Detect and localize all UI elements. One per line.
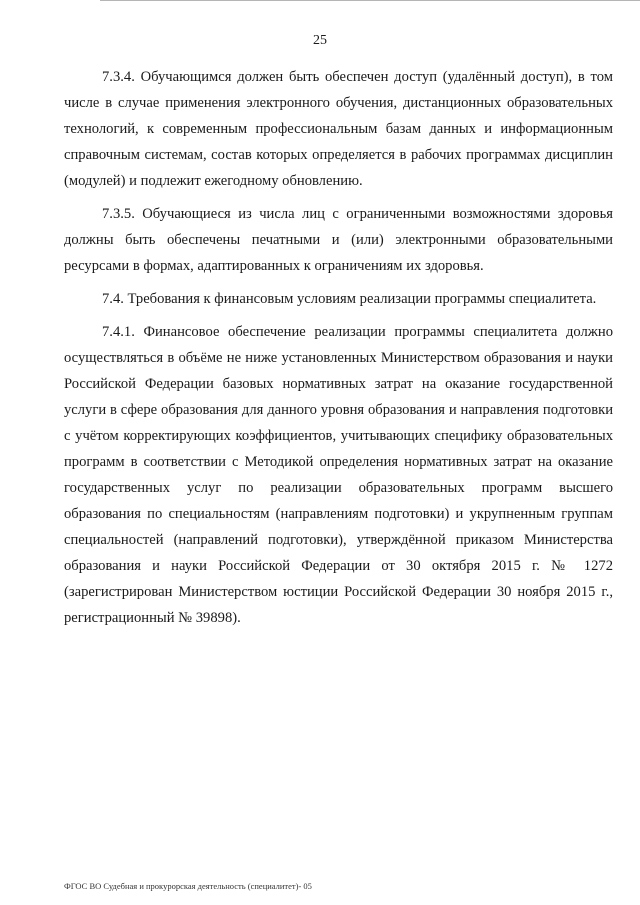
paragraph-7-4-1: 7.4.1. Финансовое обеспечение реализации программы специалитета должно осуществляться в объёме не ниже установленных Министерством образования и науки Российской Федерации базовых нормативных затрат на оказание государственной услуги в сфере образования для данного уровня образования и направления подготовки с учётом корректирующих коэффициентов, учитывающих специфику образовательных программ в соответствии с Методикой определения нормативных затрат на оказание государственных услуг по реализации образовательных программ высшего образования по специальностям (направлениям подготовки) и укрупненным группам специальностей (направлений подготовки), утверждённой приказом Министерства образования и науки Российской Федерации от 30 октября 2015 г. № 1272 (зарегистрирован Министерством юстиции Российской Федерации 30 ноября 2015 г., регистрационный № 39898). — [64, 324, 613, 626]
page-number: 25 — [313, 33, 327, 48]
document-body — [64, 64, 613, 631]
document-footer: ФГОС ВО Судебная и прокурорская деятельность (специалитет)- 05 — [64, 881, 312, 891]
section-heading-7-4: 7.4. Требования к финансовым условиям реализации программы специалитета. — [102, 291, 597, 307]
paragraph-7-3-5: 7.3.5. Обучающиеся из числа лиц с ограниченными возможностями здоровья должны быть обеспечены печатными и (или) электронными образовательными ресурсами в формах, адаптированных к ограничениям их здоровья. — [64, 206, 613, 274]
scan-top-edge — [100, 0, 640, 1]
paragraph-7-3-4: 7.3.4. Обучающимся должен быть обеспечен доступ (удалённый доступ), в том числе в случае применения электронного обучения, дистанционных образовательных технологий, к современным профессиональным базам данных и информационным справочным системам, состав которых определяется в рабочих программах дисциплин (модулей) и подлежит ежегодному обновлению. — [64, 69, 613, 189]
